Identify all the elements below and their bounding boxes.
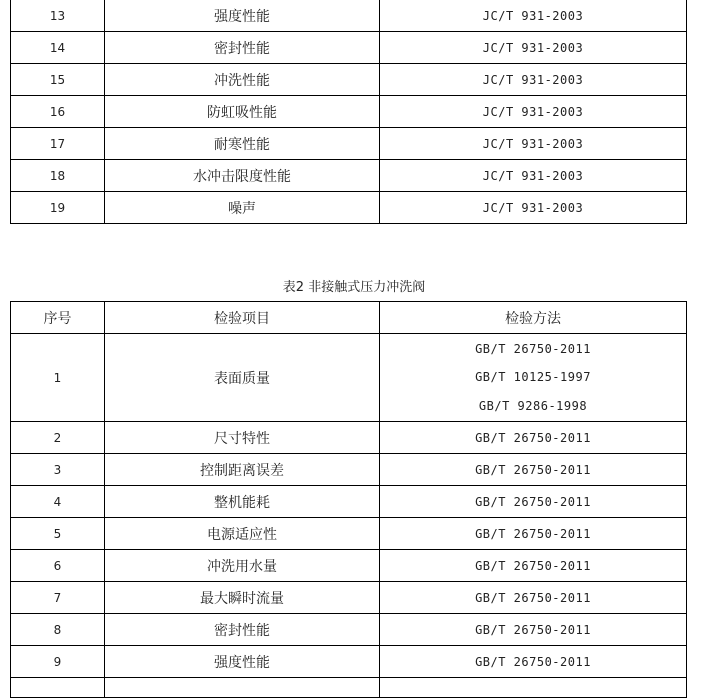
inspection-method: GB/T 26750-2011	[380, 646, 687, 678]
inspection-method	[380, 678, 687, 698]
table-caption: 表2 非接触式压力冲洗阀	[282, 280, 426, 295]
inspection-item: 耐寒性能	[105, 128, 380, 160]
table-row	[11, 96, 687, 128]
inspection-item: 强度性能	[105, 646, 380, 678]
table-row	[11, 32, 687, 64]
header-method: 检验方法	[380, 302, 687, 334]
table-row	[11, 550, 687, 582]
inspection-method: JC/T 931-2003	[380, 160, 687, 192]
inspection-item: 控制距离误差	[105, 454, 380, 486]
table-row	[11, 128, 687, 160]
row-number: 15	[11, 64, 105, 96]
inspection-method: GB/T 26750-2011	[380, 454, 687, 486]
table-row	[11, 582, 687, 614]
inspection-item: 冲洗性能	[105, 64, 380, 96]
row-number: 6	[11, 550, 105, 582]
row-number: 17	[11, 128, 105, 160]
row-number: 13	[11, 0, 105, 32]
inspection-method	[380, 334, 687, 422]
table-row	[11, 334, 687, 422]
inspection-method: GB/T 26750-2011	[380, 550, 687, 582]
inspection-item: 密封性能	[105, 614, 380, 646]
inspection-method: JC/T 931-2003	[380, 192, 687, 224]
table-row-partial	[11, 678, 687, 698]
inspection-item: 防虹吸性能	[105, 96, 380, 128]
inspection-item: 表面质量	[105, 334, 380, 422]
table-row	[11, 0, 687, 32]
row-number	[11, 678, 105, 698]
table-row	[11, 646, 687, 678]
inspection-method: GB/T 26750-2011	[380, 582, 687, 614]
inspection-method: JC/T 931-2003	[380, 64, 687, 96]
method-line: GB/T 26750-2011	[475, 341, 591, 356]
method-line: GB/T 10125-1997	[475, 370, 591, 385]
table-row	[11, 454, 687, 486]
header-number: 序号	[11, 302, 105, 334]
inspection-item: 密封性能	[105, 32, 380, 64]
row-number: 7	[11, 582, 105, 614]
row-number: 19	[11, 192, 105, 224]
row-number: 14	[11, 32, 105, 64]
inspection-item: 冲洗用水量	[105, 550, 380, 582]
row-number: 5	[11, 518, 105, 550]
inspection-table-1	[10, 0, 687, 224]
row-number: 2	[11, 422, 105, 454]
row-number: 8	[11, 614, 105, 646]
row-number: 9	[11, 646, 105, 678]
inspection-item: 电源适应性	[105, 518, 380, 550]
inspection-table-2	[10, 301, 687, 698]
inspection-item: 最大瞬时流量	[105, 582, 380, 614]
row-number: 16	[11, 96, 105, 128]
table-row	[11, 486, 687, 518]
table-row	[11, 422, 687, 454]
inspection-item	[105, 678, 380, 698]
table-header-row	[11, 302, 687, 334]
inspection-item: 噪声	[105, 192, 380, 224]
row-number: 4	[11, 486, 105, 518]
method-line: GB/T 9286-1998	[478, 398, 588, 413]
inspection-item: 水冲击限度性能	[105, 160, 380, 192]
header-item: 检验项目	[105, 302, 380, 334]
inspection-item: 整机能耗	[105, 486, 380, 518]
inspection-method: GB/T 26750-2011	[380, 614, 687, 646]
inspection-method: JC/T 931-2003	[380, 32, 687, 64]
inspection-method: GB/T 26750-2011	[380, 518, 687, 550]
row-number: 18	[11, 160, 105, 192]
inspection-method: GB/T 26750-2011	[380, 422, 687, 454]
table-row	[11, 518, 687, 550]
inspection-method: JC/T 931-2003	[380, 96, 687, 128]
inspection-item: 尺寸特性	[105, 422, 380, 454]
row-number: 1	[11, 334, 105, 422]
table-row	[11, 64, 687, 96]
row-number: 3	[11, 454, 105, 486]
inspection-item: 强度性能	[105, 0, 380, 32]
table-row	[11, 192, 687, 224]
inspection-method: JC/T 931-2003	[380, 0, 687, 32]
inspection-method: JC/T 931-2003	[380, 128, 687, 160]
inspection-method: GB/T 26750-2011	[380, 486, 687, 518]
table-row	[11, 614, 687, 646]
table-row	[11, 160, 687, 192]
